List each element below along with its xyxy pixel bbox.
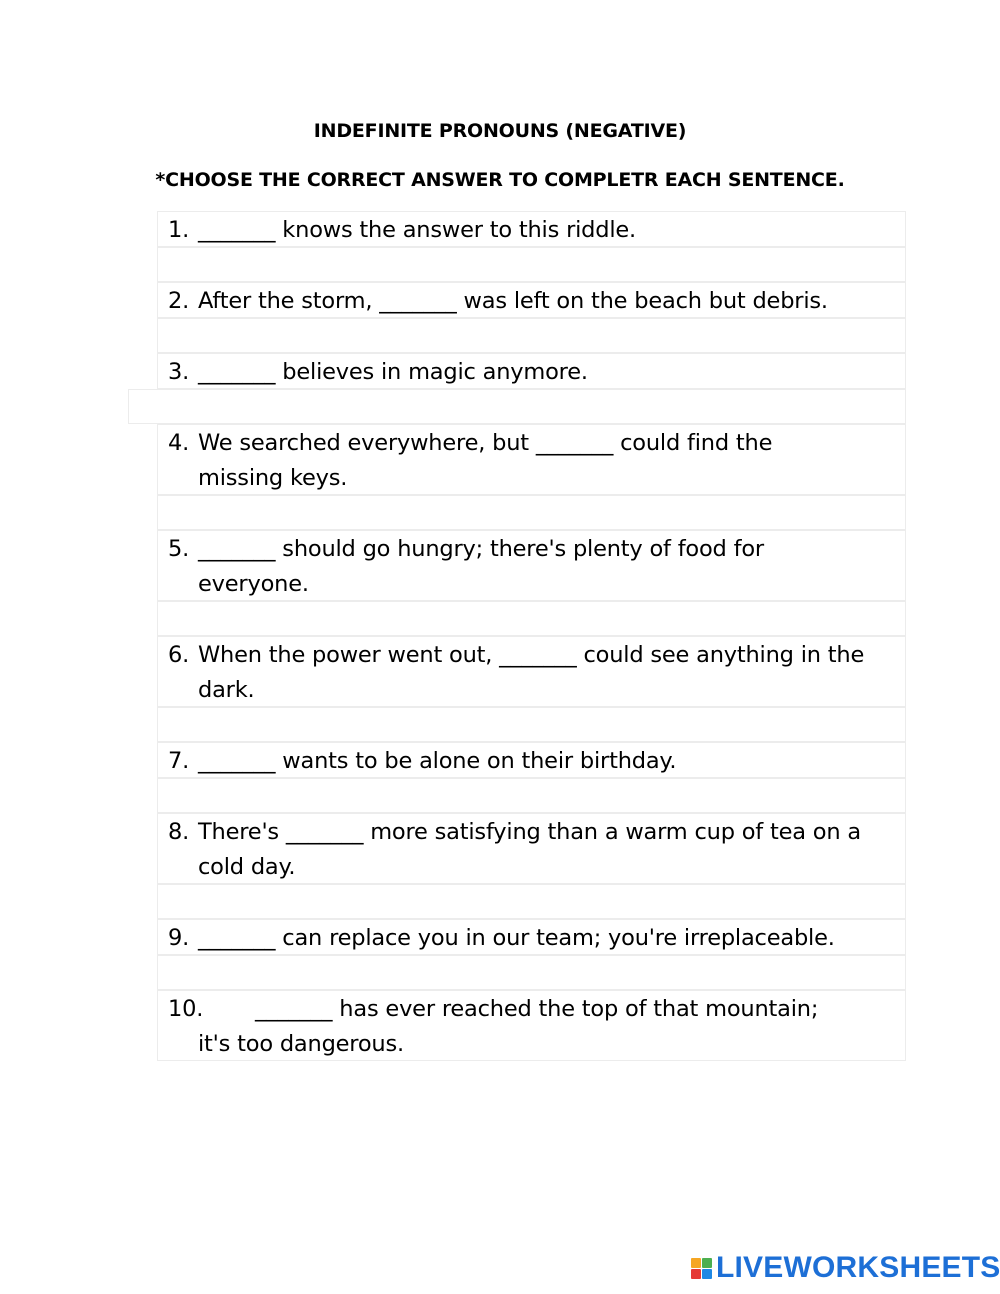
item-sentence: There's _______ more satisfying than a warm cup of tea on a cold day. [198,819,861,880]
brand-name: LIVEWORKSHEETS [716,1251,1000,1284]
item-sentence: _______ knows the answer to this riddle. [198,217,636,243]
item-sentence: _______ wants to be alone on their birthday. [198,748,677,774]
liveworksheets-logo-icon [691,1258,712,1279]
list-item [168,213,878,248]
table-cell [157,247,906,282]
table-cell [157,884,906,919]
table-cell [157,601,906,636]
item-sentence: _______ has ever reached the top of that mountain; it's too dangerous. [198,996,819,1057]
item-sentence: _______ can replace you in our team; you're irreplaceable. [198,925,835,951]
item-number: 7. [168,748,190,774]
worksheet-title: INDEFINITE PRONOUNS (NEGATIVE) [313,120,687,142]
item-number: 1. [168,217,190,243]
item-sentence: After the storm, _______ was left on the beach but debris. [198,288,828,314]
table-cell [157,707,906,742]
list-item [168,992,838,1062]
worksheet-instruction: *CHOOSE THE CORRECT ANSWER TO COMPLETR EACH SENTENCE. [155,169,845,191]
item-sentence: When the power went out, _______ could see anything in the dark. [198,642,865,703]
list-item [168,355,878,390]
table-cell [157,495,906,530]
item-number: 3. [168,359,190,385]
item-number: 6. [168,642,190,668]
list-item [168,532,818,602]
list-item [168,815,888,885]
table-cell [157,318,906,353]
item-sentence: _______ should go hungry; there's plenty of food for everyone. [198,536,764,597]
list-item [168,284,878,319]
item-number: 5. [168,536,190,562]
list-item [168,426,818,496]
list-item [168,921,898,956]
item-number: 4. [168,430,190,456]
table-cell [157,955,906,990]
liveworksheets-logo [691,1253,1000,1283]
list-item [168,638,878,708]
item-number: 9. [168,925,190,951]
table-cell [128,389,906,424]
item-sentence: _______ believes in magic anymore. [198,359,588,385]
list-item [168,744,878,779]
item-number: 2. [168,288,190,314]
table-cell [157,778,906,813]
item-number: 10. [168,996,204,1022]
item-number: 8. [168,819,190,845]
item-sentence: We searched everywhere, but _______ could find the missing keys. [198,430,773,491]
